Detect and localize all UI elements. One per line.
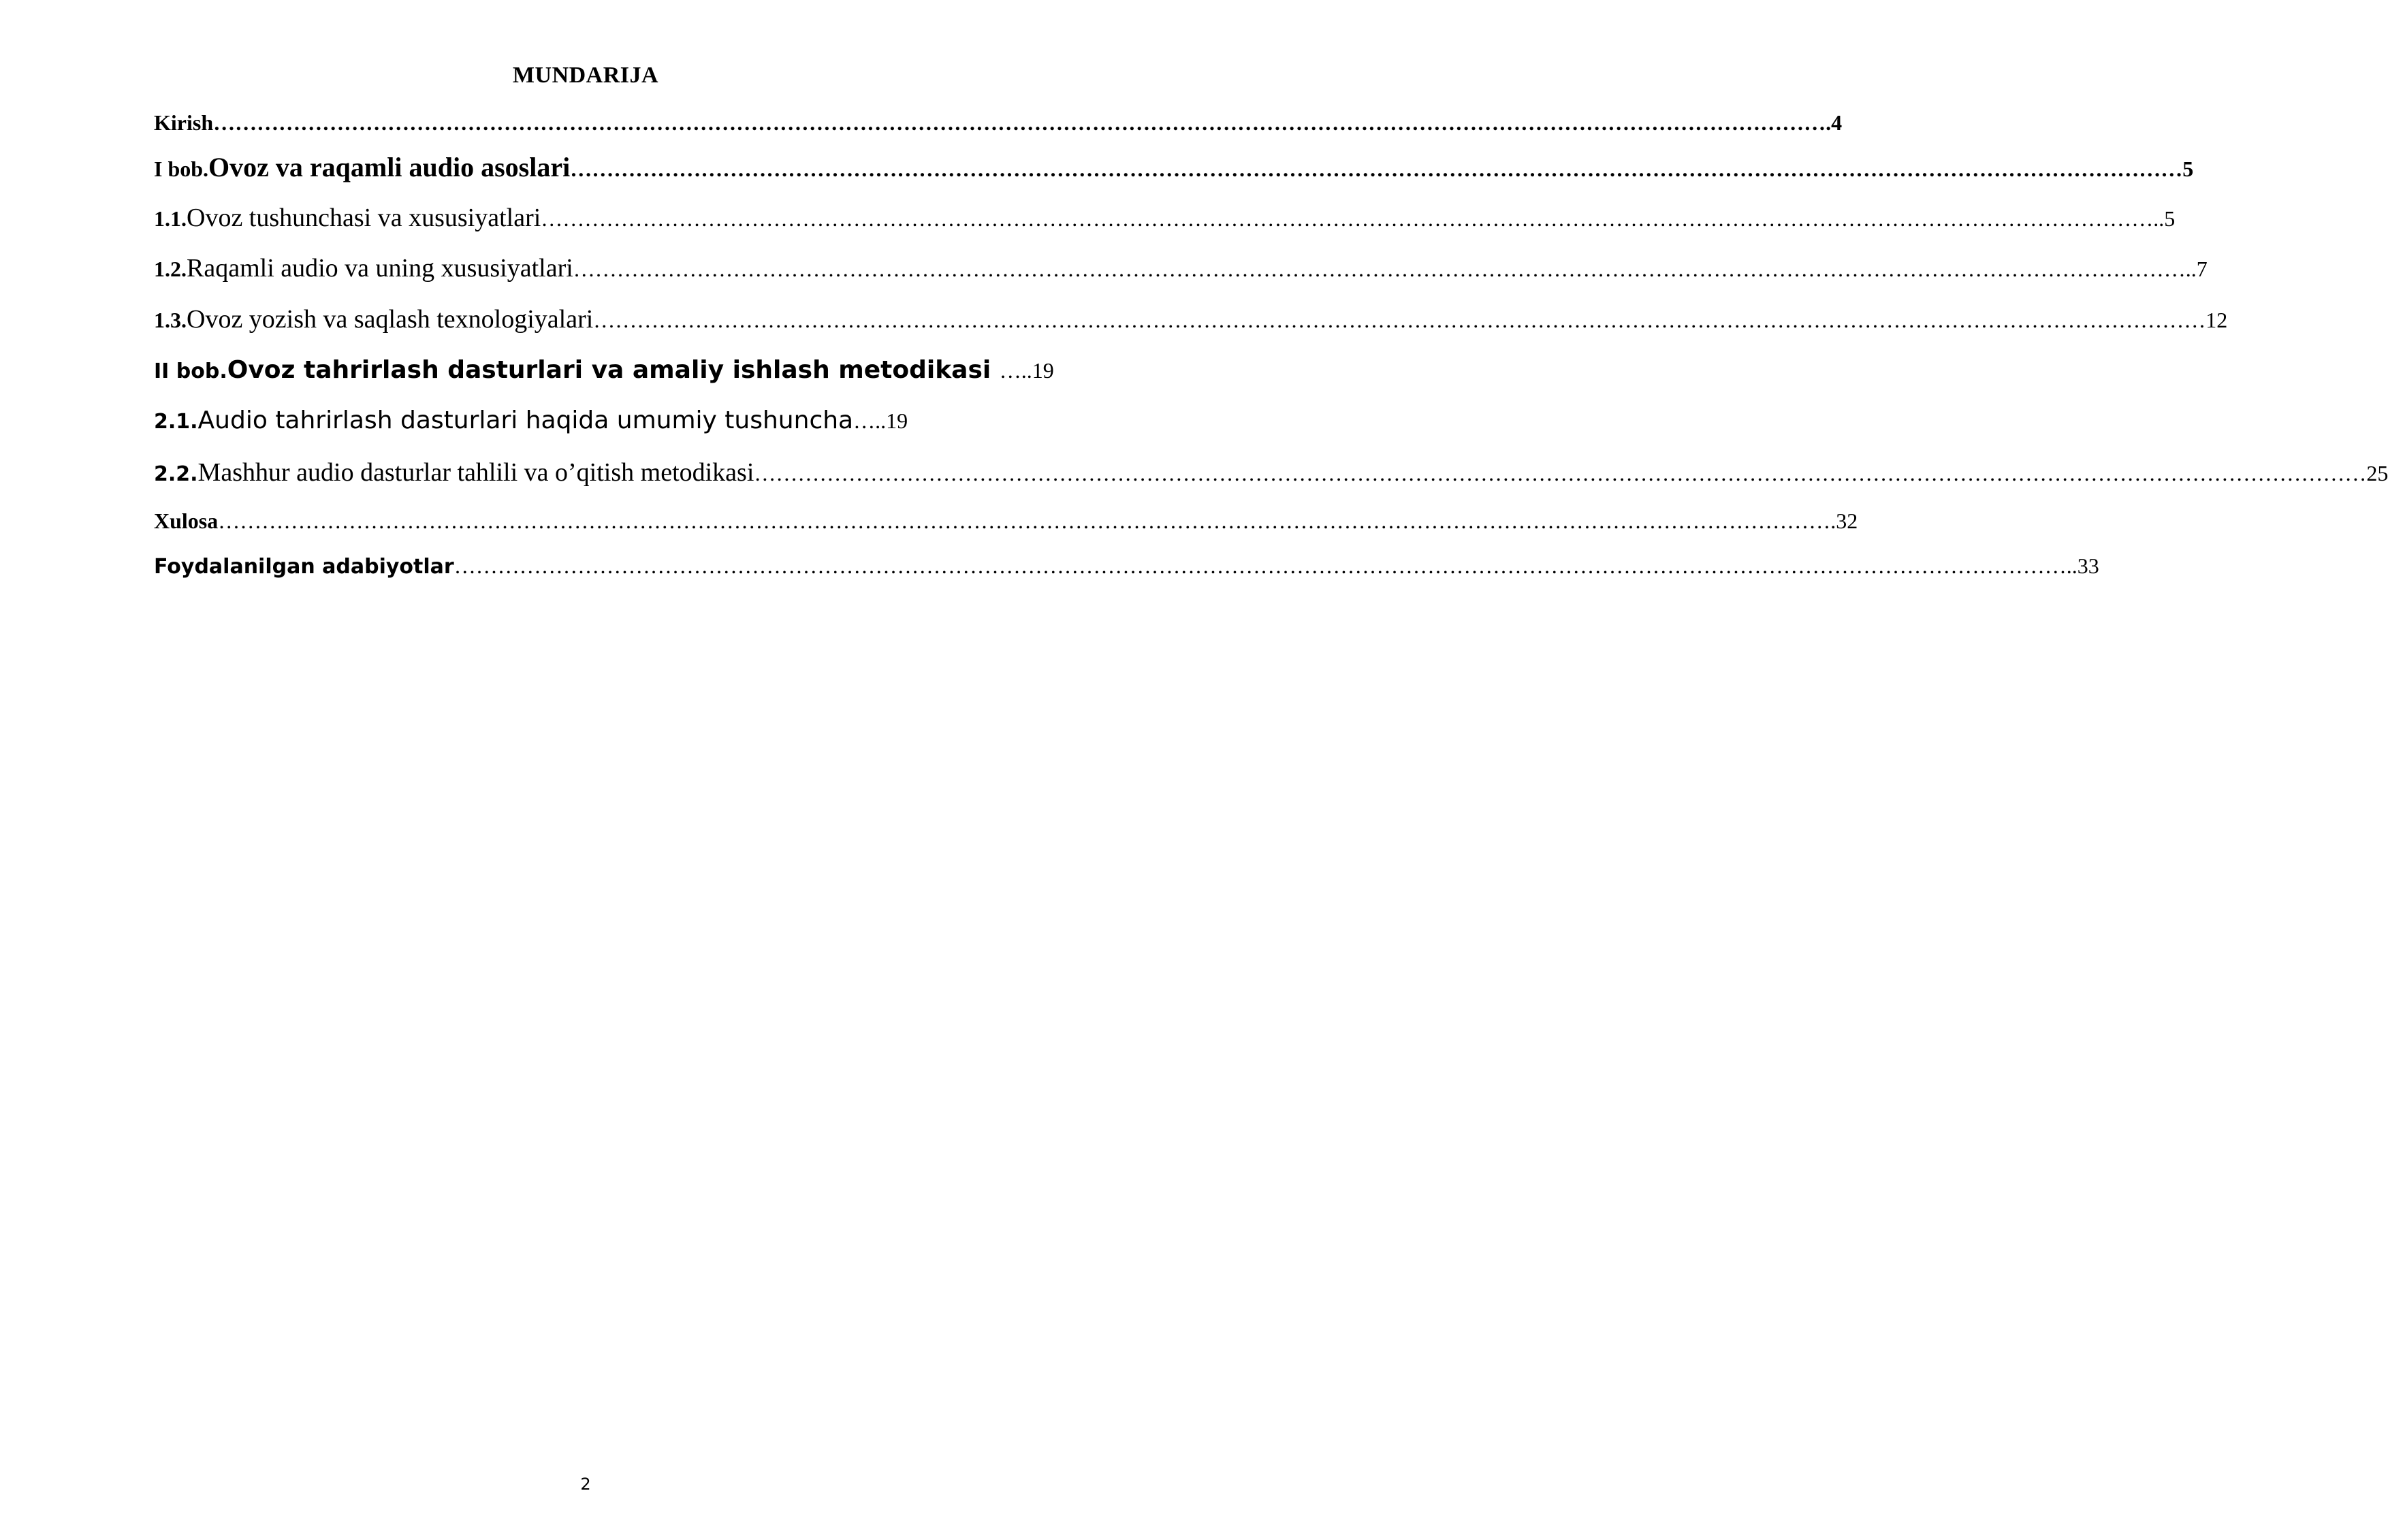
toc-entry-label: Foydalanilgan adabiyotlar xyxy=(154,555,454,579)
toc-entry-label: Ovoz tahrirlash dasturlari va amaliy ishlash metodikasi xyxy=(227,356,1000,384)
toc-page-number: .4 xyxy=(1826,110,1843,135)
toc-entry-label: Audio tahrirlash dasturlari haqida umumiy tushuncha xyxy=(197,406,854,434)
toc-entry-prefix: I bob. xyxy=(154,157,209,181)
toc-entry-label: Xulosa xyxy=(154,509,219,533)
toc-entry-label: Ovoz tushunchasi va xususiyatlari xyxy=(187,204,541,232)
toc-leader-dots xyxy=(213,110,1826,135)
toc-entry-references[interactable] xyxy=(154,553,2099,579)
toc-leader-dots xyxy=(754,460,2366,486)
toc-entry-chapter-1[interactable] xyxy=(154,151,2194,184)
toc-page-number: …..19 xyxy=(853,408,908,433)
toc-leader-dots xyxy=(454,553,2067,579)
toc-entry-chapter-2[interactable] xyxy=(154,355,1054,385)
toc-entry-xulosa[interactable] xyxy=(154,508,1858,534)
toc-entry-label: Ovoz yozish va saqlash texnologiyalari xyxy=(187,305,594,334)
toc-page-number: 5 xyxy=(2182,157,2194,181)
toc-page-number: .32 xyxy=(1830,509,1858,533)
toc-page-number: ..7 xyxy=(2185,257,2208,281)
toc-leader-dots xyxy=(573,256,2186,282)
toc-entry-label: Mashhur audio dasturlar tahlili va o’qitish metodikasi xyxy=(197,458,754,487)
toc-entry-prefix: 2.1. xyxy=(154,410,198,434)
toc-entry-label: Ovoz va raqamli audio asoslari xyxy=(208,152,571,182)
toc-page-number: …..19 xyxy=(999,358,1054,383)
toc-leader-dots xyxy=(570,156,2182,182)
toc-entry-label: Kirish xyxy=(154,110,214,135)
page-title: MUNDARIJA xyxy=(512,63,659,88)
toc-page-number: 12 xyxy=(2206,308,2228,332)
toc-entry-section-1-2[interactable] xyxy=(154,253,2208,285)
toc-entry-prefix: 1.2. xyxy=(154,257,187,281)
toc-entry-section-2-2[interactable] xyxy=(154,458,2388,489)
toc-entry-prefix: 1.1. xyxy=(154,206,187,231)
toc-entry-section-2-1[interactable] xyxy=(154,406,989,435)
toc-entry-label: Raqamli audio va uning xususiyatlari xyxy=(187,254,573,283)
toc-entry-section-1-3[interactable] xyxy=(154,304,2228,336)
toc-leader-dots xyxy=(218,508,1830,534)
toc-page-number: ..33 xyxy=(2066,554,2099,578)
toc-entry-prefix: 2.2. xyxy=(154,462,198,486)
page-number: 2 xyxy=(580,1475,591,1494)
toc-leader-dots xyxy=(593,307,2206,333)
toc-entry-section-1-1[interactable] xyxy=(154,203,2176,234)
toc-entry-kirish[interactable] xyxy=(154,110,1843,135)
toc-page-number: ..5 xyxy=(2153,206,2176,231)
toc-page-number: 25 xyxy=(2366,461,2388,485)
toc-entry-prefix: 1.3. xyxy=(154,308,187,332)
toc-entry-prefix: II bob. xyxy=(154,359,227,383)
toc-leader-dots xyxy=(541,206,2153,231)
